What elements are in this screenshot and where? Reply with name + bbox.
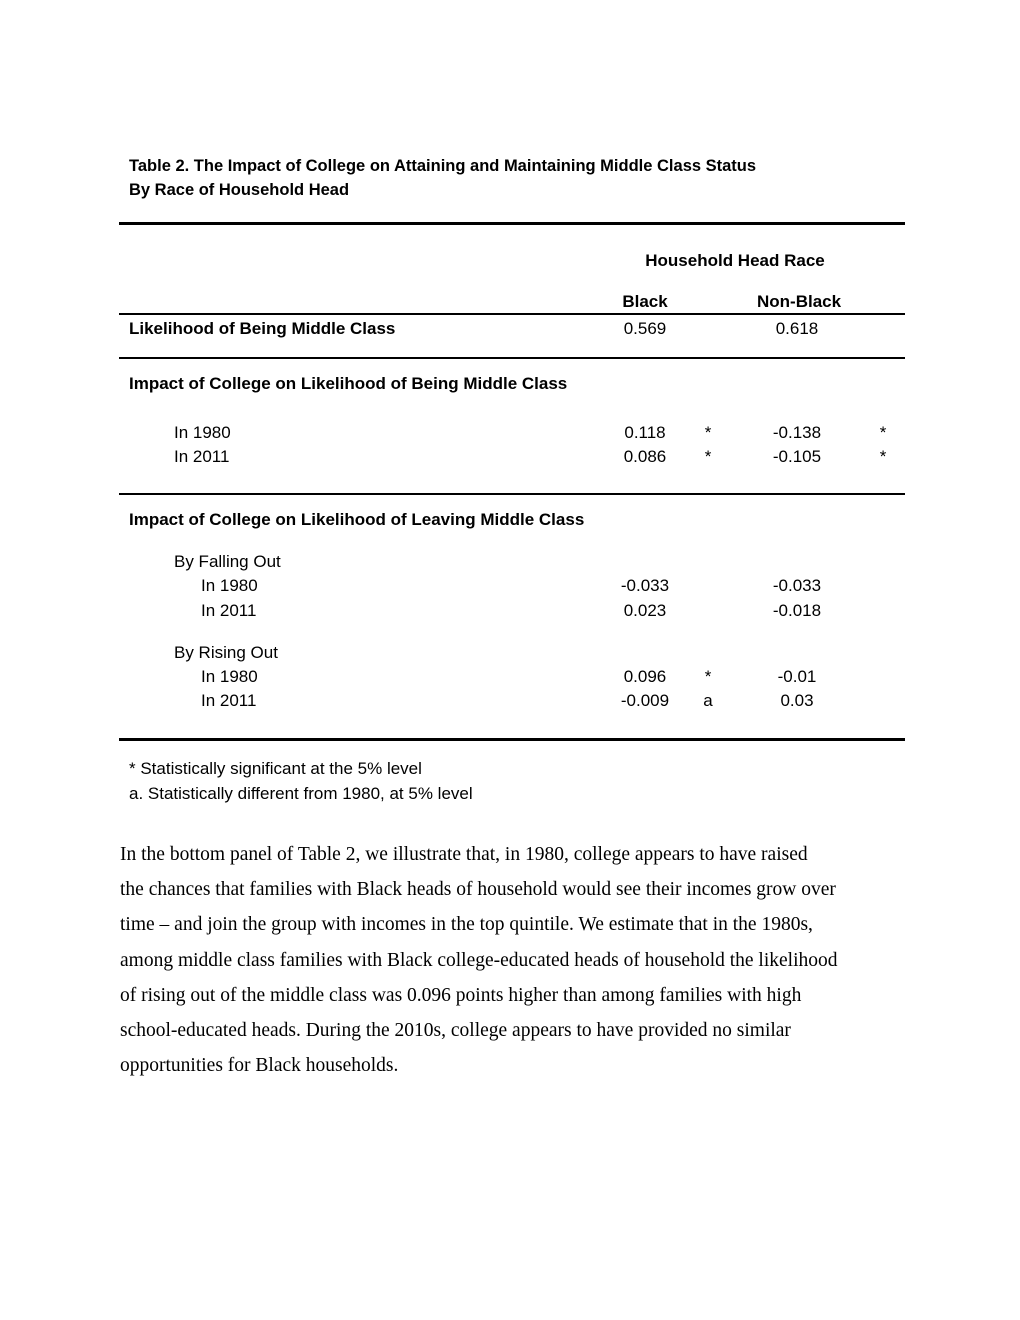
paragraph-line: opportunities for Black households. bbox=[120, 1055, 399, 1077]
row-label: In 2011 bbox=[201, 691, 257, 710]
paragraph-line: of rising out of the middle class was 0.096 points higher than among families with high bbox=[120, 984, 802, 1006]
header-rule bbox=[119, 313, 905, 315]
paragraph-line: In the bottom panel of Table 2, we illustrate that, in 1980, college appears to have raised bbox=[120, 844, 808, 865]
paragraph-line: school-educated heads. During the 2010s, college appears to have provided no similar bbox=[120, 1020, 791, 1042]
cell-black-significance: a bbox=[703, 691, 713, 710]
section-leaving-heading: Impact of College on Likelihood of Leaving Middle Class bbox=[129, 510, 585, 529]
cell-black: 0.023 bbox=[623, 601, 667, 620]
cell-black-significance: * bbox=[704, 447, 712, 466]
cell-nonblack-significance: * bbox=[879, 447, 887, 466]
table-top-rule bbox=[119, 222, 905, 225]
table-title-line1: Table 2. The Impact of College on Attaining and Maintaining Middle Class Status bbox=[129, 157, 757, 175]
row-label: In 1980 bbox=[201, 667, 258, 686]
cell-black: -0.033 bbox=[620, 576, 670, 595]
section-rule-1 bbox=[119, 357, 905, 359]
row-label: In 2011 bbox=[174, 447, 230, 466]
cell-black-significance: * bbox=[704, 667, 712, 686]
cell-nonblack: -0.138 bbox=[772, 423, 822, 442]
table-bottom-rule bbox=[119, 738, 905, 741]
cell-black: 0.118 bbox=[624, 423, 666, 442]
column-header-black: Black bbox=[622, 292, 668, 311]
row-label: In 1980 bbox=[201, 576, 258, 595]
paragraph-line: time – and join the group with incomes in the top quintile. We estimate that in the 1980s, bbox=[120, 914, 813, 936]
row-label: In 2011 bbox=[201, 601, 257, 620]
section-impact-heading: Impact of College on Likelihood of Being Middle Class bbox=[129, 374, 568, 393]
cell-black-significance: * bbox=[704, 423, 712, 442]
paragraph-line: the chances that families with Black heads of household would see their incomes grow over bbox=[120, 879, 836, 901]
cell-nonblack: -0.033 bbox=[772, 576, 822, 595]
cell-nonblack: -0.105 bbox=[772, 447, 822, 466]
paragraph-line: among middle class families with Black college-educated heads of household the likelihood bbox=[120, 949, 838, 971]
subsection-rising-label: By Rising Out bbox=[174, 643, 278, 662]
footnote-difference: a. Statistically different from 1980, at 5% level bbox=[129, 784, 473, 803]
header-group-label: Household Head Race bbox=[645, 251, 825, 270]
cell-black: 0.086 bbox=[623, 447, 667, 466]
column-header-nonblack: Non-Black bbox=[757, 292, 842, 311]
table-title-line2: By Race of Household Head bbox=[129, 181, 350, 199]
body-paragraph bbox=[120, 837, 910, 1083]
row-likelihood-nonblack: 0.618 bbox=[775, 319, 819, 338]
row-label: In 1980 bbox=[174, 423, 231, 442]
section-rule-2 bbox=[119, 493, 905, 495]
footnote-significance: * Statistically significant at the 5% level bbox=[129, 759, 422, 778]
cell-nonblack: -0.01 bbox=[777, 667, 817, 686]
cell-nonblack: 0.03 bbox=[780, 691, 814, 710]
row-likelihood-label: Likelihood of Being Middle Class bbox=[129, 319, 396, 338]
subsection-falling-label: By Falling Out bbox=[174, 552, 281, 571]
row-likelihood-black: 0.569 bbox=[623, 319, 667, 338]
cell-black: 0.096 bbox=[623, 667, 667, 686]
cell-nonblack: -0.018 bbox=[772, 601, 822, 620]
cell-nonblack-significance: * bbox=[879, 423, 887, 442]
cell-black: -0.009 bbox=[620, 691, 670, 710]
